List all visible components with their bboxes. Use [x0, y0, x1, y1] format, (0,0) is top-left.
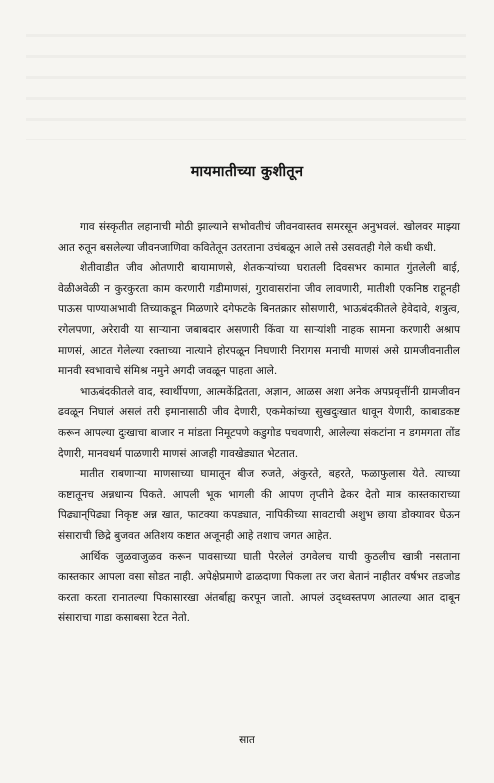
paragraph-4: मातीत राबणाऱ्या माणसाच्या घामातून बीज रुजते, अंकुरते, बहरते, फळाफुलास येते. त्याच्या कष्टातूनच अन्नधान्य पिकते. आपली भूक भागली की आपण तृप्तीने ढेकर देतो मात्र कास्तकाराच्या पिढ्यान्‌पिढ्या निकृष्ट अन्न खात, फाटक्या कपड्यात, नापिकीच्या सावटाची अशुभ छाया डोक्यावर घेऊन संसाराची छिद्रे बुजवत अतिशय कष्टात अजूनही आहे तशाच जगत आहेत.: [58, 468, 460, 542]
show-through-text: [26, 20, 466, 140]
body-text: [58, 217, 460, 629]
paragraph-3: भाऊबंदकीतले वाद, स्वार्थीपणा, आत्मकेंद्रितता, अज्ञान, आळस अशा अनेक अपप्रवृत्तींनी ग्रामजीवन ढवळून निघालं असलं तरी इमानासाठी जीव देणारी, एकमेकांच्या सुखदुःखात धावून येणारी, काबाडकष्ट करून आपल्या दुःखाचा बाजार न मांडता निमूटपणे कडुगोड पचवणारी, आलेल्या संकटांना न डगमगता तोंड देणारी, मानवधर्म पाळणारी माणसं आजही गावखेड्यात भेटतात.: [58, 385, 460, 460]
paragraph-5: आर्थिक जुळवाजुळव करून पावसाच्या घाती पेरलेलं उगवेलच याची कुठलीच खात्री नसताना कास्तकार आपला वसा सोडत नाही. अपेक्षेप्रमाणे ढाळदाणा पिकला तर जरा बेतानं नाहीतर वर्षभर तडजोड करता करता रानातल्या पिकासारखा अंतर्बाह्य करपून जातो. आपलं उद्ध्वस्तपण आतल्या आत दाबून संसाराचा गाडा कसाबसा रेटत नेतो.: [58, 550, 460, 625]
page-number: सात: [239, 734, 255, 746]
paragraph-1: गाव संस्कृतीत लहानाची मोठी झाल्याने सभोवतीचं जीवनवास्तव समरसून अनुभवलं. खोलवर माझ्या आत रुतून बसलेल्या जीवनजाणिवा कवितेतून उतरताना उचंबळून आले तसे उसवतही गेले कधी कधी.: [58, 221, 460, 254]
paragraph-2: शेतीवाडीत जीव ओतणारी बायामाणसे, शेतकऱ्यांच्या घरातली दिवसभर कामात गुंतलेली बाई, वेळीअवेळी न कुरकुरता काम करणारी गडीमाणसं, गुरावासरांना जीव लावणारी, मातीशी एकनिष्ठ राहूनही पाऊस पाण्याअभावी तिच्याकडून मिळणारे दगेफटके बिनतक्रार सोसणारी, भाऊबंदकीतले हेवेदावे, शत्रुत्व, रगेलपणा, अरेरावी या साऱ्याना जबाबदार असणारी किंवा या साऱ्यांशी नाहक सामना करणारी अश्राप माणसं, आटत गेलेल्या रक्ताच्या नात्याने होरपळून निघणारी निरागस मनाची माणसं असे ग्रामजीवनातील मानवी स्वभावाचे संमिश्र नमुने अगदी जवळून पाहता आले.: [58, 262, 460, 378]
page-title: मायमातीच्या कुशीतून: [190, 164, 304, 180]
